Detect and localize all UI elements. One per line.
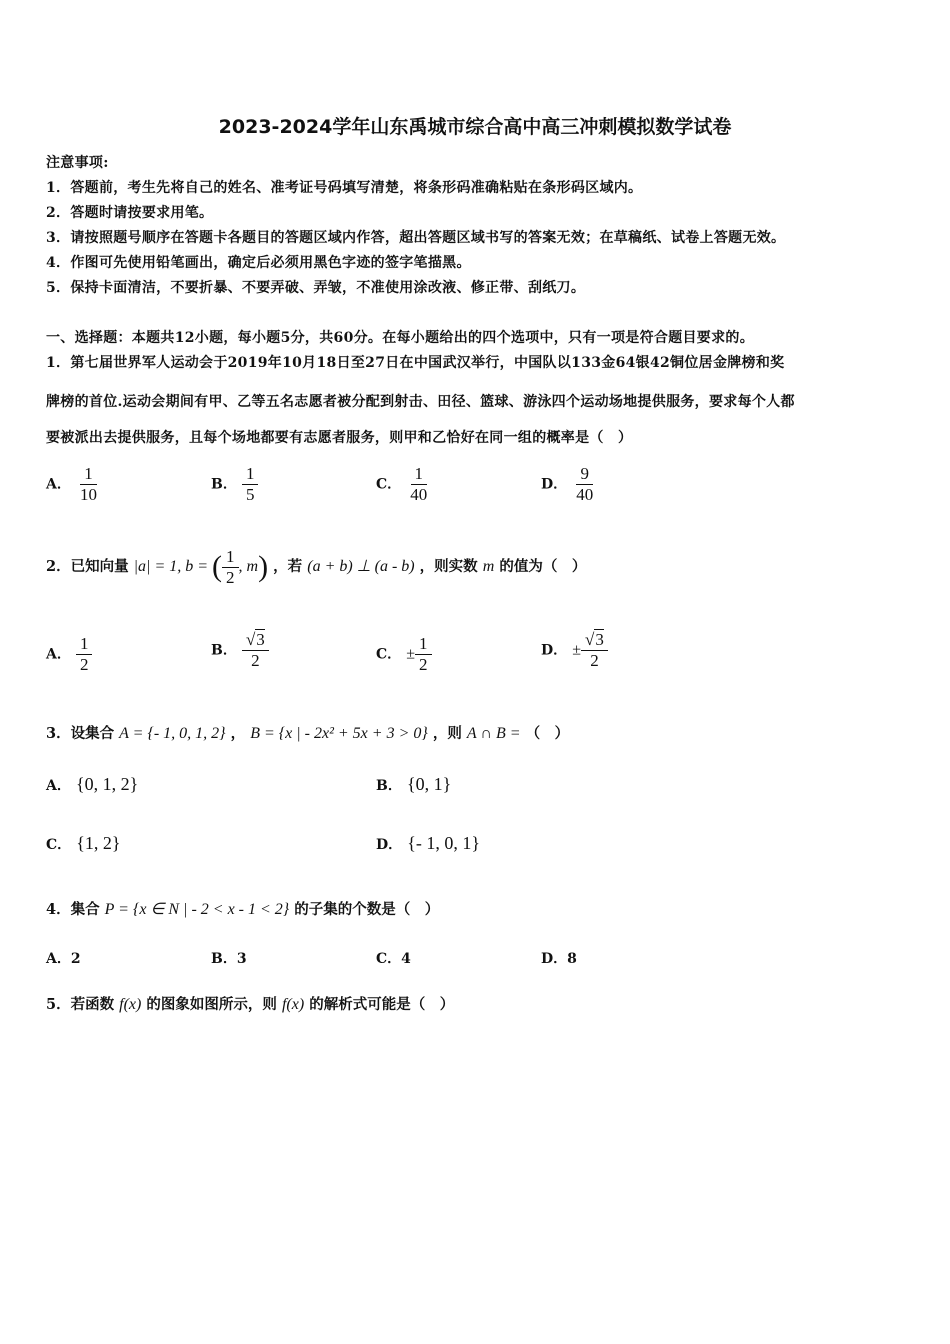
q3-option-b[interactable] bbox=[376, 774, 451, 795]
option-value: 2 bbox=[70, 951, 81, 967]
q3-prefix: 3．设集合 bbox=[46, 725, 115, 742]
option-value: 8 bbox=[567, 951, 577, 967]
fraction bbox=[572, 464, 597, 504]
option-value: 4 bbox=[401, 951, 411, 967]
q2-suffix: 的值为（ ） bbox=[499, 558, 587, 576]
fraction bbox=[222, 547, 239, 587]
option-label: B． bbox=[211, 476, 237, 493]
q2-vector-condition: |a| = 1, b = bbox=[133, 558, 213, 576]
q4-option-b[interactable] bbox=[211, 948, 247, 968]
fraction bbox=[242, 464, 259, 504]
question-1-text: 要被派出去提供服务，且每个场地都要有志愿者服务，则甲和乙恰好在同一组的概率是（ ） bbox=[46, 430, 633, 446]
option-value: {- 1, 0, 1} bbox=[407, 833, 481, 853]
denominator: 2 bbox=[79, 654, 89, 674]
option-label: B． bbox=[211, 642, 237, 659]
radicand: 3 bbox=[595, 630, 604, 649]
option-label: D． bbox=[376, 837, 403, 853]
q4-prefix: 4．集合 bbox=[46, 901, 100, 918]
q1-option-a[interactable] bbox=[46, 464, 101, 504]
q5-prefix: 5．若函数 bbox=[46, 996, 115, 1013]
section-heading: 一、选择题：本题共12小题，每小题5分，共60分。在每小题给出的四个选项中，只有一项是符合题目要求的。 bbox=[46, 330, 755, 346]
q3-option-a[interactable] bbox=[46, 774, 138, 795]
numerator: 1 bbox=[80, 464, 97, 485]
option-value: 3 bbox=[236, 951, 247, 967]
numerator: 1 bbox=[76, 634, 93, 655]
option-label: C． bbox=[376, 951, 402, 967]
fraction bbox=[581, 630, 608, 670]
q5-mid: 的图象如图所示，则 bbox=[146, 996, 277, 1013]
q3-comma: ， bbox=[230, 725, 246, 742]
numerator: 1 bbox=[222, 547, 239, 568]
numerator: 1 bbox=[411, 464, 428, 485]
denominator: 10 bbox=[79, 484, 97, 504]
page-title: 2023-2024学年山东禹城市综合高中高三冲刺模拟数学试卷 bbox=[218, 116, 732, 138]
option-label: B． bbox=[211, 951, 237, 967]
fraction bbox=[415, 634, 432, 674]
notice-heading: 注意事项: bbox=[46, 155, 109, 171]
q3-expression: A ∩ B = bbox=[466, 725, 521, 742]
denominator: 2 bbox=[226, 567, 235, 587]
q2-perp-condition: (a + b) ⊥ (a - b) bbox=[307, 558, 415, 576]
notice-item: 3．请按照题号顺序在答题卡各题目的答题区域内作答，超出答题区域书写的答案无效；在草稿纸、试卷上答题无效。 bbox=[46, 230, 786, 246]
q2-prefix: 2．已知向量 bbox=[46, 558, 129, 576]
left-paren: ( bbox=[212, 550, 223, 584]
q1-option-b[interactable] bbox=[211, 464, 258, 504]
q3-suffix: （ ） bbox=[525, 725, 570, 742]
q2-option-b[interactable] bbox=[211, 630, 269, 670]
right-paren: ) bbox=[258, 550, 269, 584]
q3-set-a: A = {- 1, 0, 1, 2} bbox=[119, 725, 226, 742]
q5-suffix: 的解析式可能是（ ） bbox=[309, 996, 455, 1013]
numerator: 1 bbox=[415, 634, 432, 655]
option-label: D． bbox=[541, 951, 568, 967]
denominator: 2 bbox=[251, 650, 260, 670]
denominator: 2 bbox=[419, 654, 428, 674]
option-label: A． bbox=[46, 646, 71, 663]
notice-item: 1．答题前，考生先将自己的姓名、准考证号码填写清楚，将条形码准确粘贴在条形码区域内。 bbox=[46, 180, 643, 196]
denominator: 40 bbox=[410, 484, 428, 504]
question-1-text: 牌榜的首位.运动会期间有甲、乙等五名志愿者被分配到射击、田径、篮球、游泳四个运动场地提供服务，要求每个人都 bbox=[46, 394, 795, 410]
q2-mid: ，若 bbox=[273, 558, 303, 576]
sign: ± bbox=[572, 641, 582, 659]
question-1-text: 1．第七届世界军人运动会于2019年10月18日至27日在中国武汉举行，中国队以133金64银42铜位居金牌榜和奖 bbox=[46, 355, 785, 371]
option-label: A． bbox=[46, 778, 71, 794]
q2-option-a[interactable] bbox=[46, 634, 92, 674]
q4-suffix: 的子集的个数是（ ） bbox=[294, 901, 440, 918]
option-label: C． bbox=[46, 837, 72, 853]
q2-option-c[interactable] bbox=[376, 634, 432, 674]
q3-set-b: B = {x | - 2x² + 5x + 3 > 0} bbox=[250, 725, 428, 742]
q3-option-c[interactable] bbox=[46, 833, 121, 854]
q4-option-d[interactable] bbox=[541, 948, 577, 968]
option-label: C． bbox=[376, 476, 402, 493]
question-5-text bbox=[46, 993, 454, 1014]
denominator: 5 bbox=[245, 484, 255, 504]
fraction bbox=[242, 630, 269, 670]
fraction bbox=[76, 634, 93, 674]
q2-var: m bbox=[482, 558, 495, 576]
numerator: √3 bbox=[242, 630, 269, 651]
q3-mid: ，则 bbox=[432, 725, 462, 742]
option-label: A． bbox=[46, 951, 71, 967]
fraction bbox=[406, 464, 431, 504]
option-label: D． bbox=[541, 476, 568, 493]
q1-option-d[interactable] bbox=[541, 464, 597, 504]
question-3-text bbox=[46, 722, 569, 743]
fraction bbox=[76, 464, 101, 504]
question-4-text bbox=[46, 898, 439, 919]
q4-option-a[interactable] bbox=[46, 948, 81, 968]
sign: ± bbox=[406, 645, 416, 663]
q2-option-d[interactable] bbox=[541, 630, 608, 670]
radicand: 3 bbox=[256, 630, 265, 649]
q3-option-d[interactable] bbox=[376, 833, 480, 854]
denominator: 2 bbox=[590, 650, 599, 670]
notice-item: 2．答题时请按要求用笔。 bbox=[46, 205, 214, 221]
q4-set: P = {x ∈ N | - 2 < x - 1 < 2} bbox=[104, 901, 290, 918]
option-label: C． bbox=[376, 646, 402, 663]
option-value: {0, 1, 2} bbox=[75, 774, 139, 794]
option-label: A． bbox=[46, 476, 71, 493]
numerator: √3 bbox=[581, 630, 608, 651]
q2-m: , m bbox=[238, 558, 259, 576]
option-label: B． bbox=[376, 778, 402, 794]
numerator: 1 bbox=[242, 464, 259, 485]
notice-item: 4．作图可先使用铅笔画出，确定后必须用黑色字迹的签字笔描黑。 bbox=[46, 255, 471, 271]
option-value: {1, 2} bbox=[76, 833, 121, 853]
numerator: 9 bbox=[576, 464, 593, 485]
q4-option-c[interactable] bbox=[376, 948, 411, 968]
denominator: 40 bbox=[576, 484, 594, 504]
q1-option-c[interactable] bbox=[376, 464, 431, 504]
q2-mid2: ，则实数 bbox=[419, 558, 478, 576]
option-label: D． bbox=[541, 642, 568, 659]
notice-item: 5．保持卡面清洁，不要折暴、不要弄破、弄皱，不准使用涂改液、修正带、刮纸刀。 bbox=[46, 280, 586, 296]
q5-function: f(x) bbox=[281, 996, 305, 1013]
question-2-text bbox=[46, 547, 586, 587]
option-value: {0, 1} bbox=[406, 774, 452, 794]
q5-function: f(x) bbox=[119, 996, 142, 1013]
